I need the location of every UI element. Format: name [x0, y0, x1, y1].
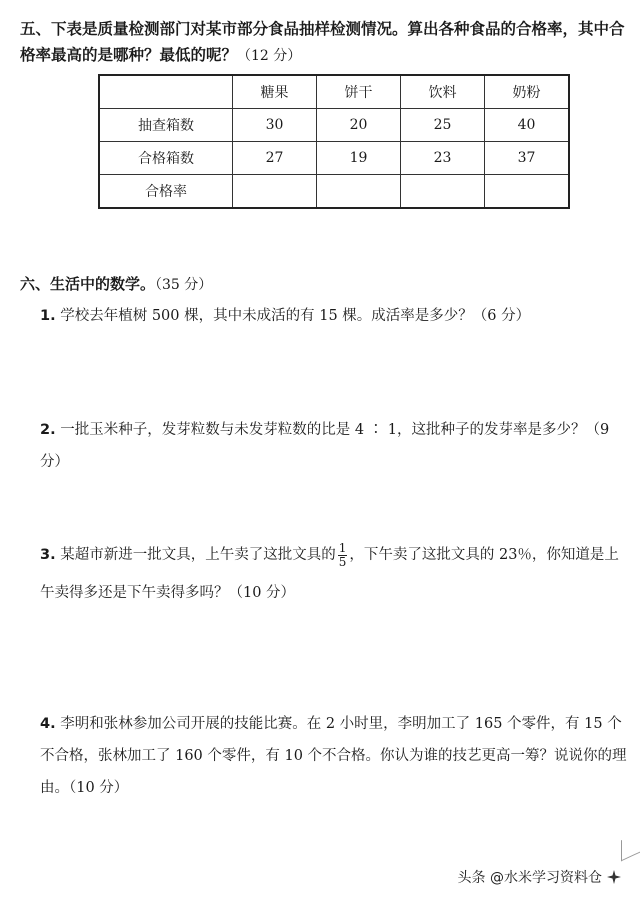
question-1: [40, 300, 630, 332]
table-cell: 25: [401, 109, 485, 142]
table-header-row: [99, 75, 569, 109]
fraction: [338, 542, 348, 569]
ai-watermark-icon: [606, 869, 622, 885]
table-cell: 19: [317, 142, 401, 175]
section6-score: （35 分）: [155, 277, 213, 293]
section5-score: （12 分）: [237, 48, 302, 64]
table-header-cell: [99, 75, 233, 109]
table-cell: 40: [485, 109, 570, 142]
table-row: [99, 109, 569, 142]
table-cell: 抽查箱数: [99, 109, 233, 142]
fraction-denominator: 5: [338, 554, 347, 569]
question-text: 一批玉米种子，发芽粒数与未发芽粒数的比是 4 ∶ 1，这批种子的发芽率是多少？（9 分）: [40, 422, 610, 470]
section6-heading-text: 六、生活中的数学。: [20, 275, 156, 293]
table-header-cell: 饮料: [401, 75, 485, 109]
table-header-cell: 糖果: [233, 75, 317, 109]
question-number: 3.: [40, 547, 56, 563]
question-number: 1.: [40, 308, 56, 324]
answer-cell: [485, 175, 570, 209]
question-text: 李明和张林参加公司开展的技能比赛。在 2 小时里，李明加工了 165 个零件，有 15 个不合格，张林加工了 160 个零件，有 10 个不合格。你认为谁的技艺更高一筹？说说你的理由。（10 分）: [40, 716, 627, 796]
table-cell: 37: [485, 142, 570, 175]
table-row: [99, 175, 569, 209]
answer-cell: [233, 175, 317, 209]
table-cell: 23: [401, 142, 485, 175]
question-text-a: 某超市新进一批文具，上午卖了这批文具的: [60, 547, 336, 563]
table-row: [99, 142, 569, 175]
question-text: 学校去年植树 500 棵，其中未成活的有 15 棵。成活率是多少？（6 分）: [60, 308, 531, 324]
fraction-numerator: 1: [338, 540, 347, 555]
question-number: 2.: [40, 422, 56, 438]
question-3: [40, 536, 630, 612]
question-number: 4.: [40, 716, 56, 732]
section6-heading: [20, 273, 212, 294]
table-header-cell: 饼干: [317, 75, 401, 109]
table-header-cell: 奶粉: [485, 75, 570, 109]
table-cell: 30: [233, 109, 317, 142]
table-cell: 20: [317, 109, 401, 142]
question-4: [40, 708, 630, 804]
question-text-b: ，下午卖了这批文具的 23％，你知道是上午卖得多还是下午卖得多吗？（10 分）: [40, 547, 619, 601]
section5-heading: [20, 16, 625, 69]
table-cell: 合格率: [99, 175, 233, 209]
inspection-table: [98, 74, 570, 209]
table-cell: 合格箱数: [99, 142, 233, 175]
table-cell: 27: [233, 142, 317, 175]
section5-heading-text: 五、下表是质量检测部门对某市部分食品抽样检测情况。算出各种食品的合格率，其中合格率最高的是哪种？最低的呢？: [20, 20, 625, 64]
watermark-text: 头条 @水米学习资料仓: [457, 870, 602, 886]
question-2: [40, 414, 630, 478]
answer-cell: [401, 175, 485, 209]
watermark: [458, 867, 622, 887]
answer-cell: [317, 175, 401, 209]
page-corner-mark: [621, 832, 640, 862]
